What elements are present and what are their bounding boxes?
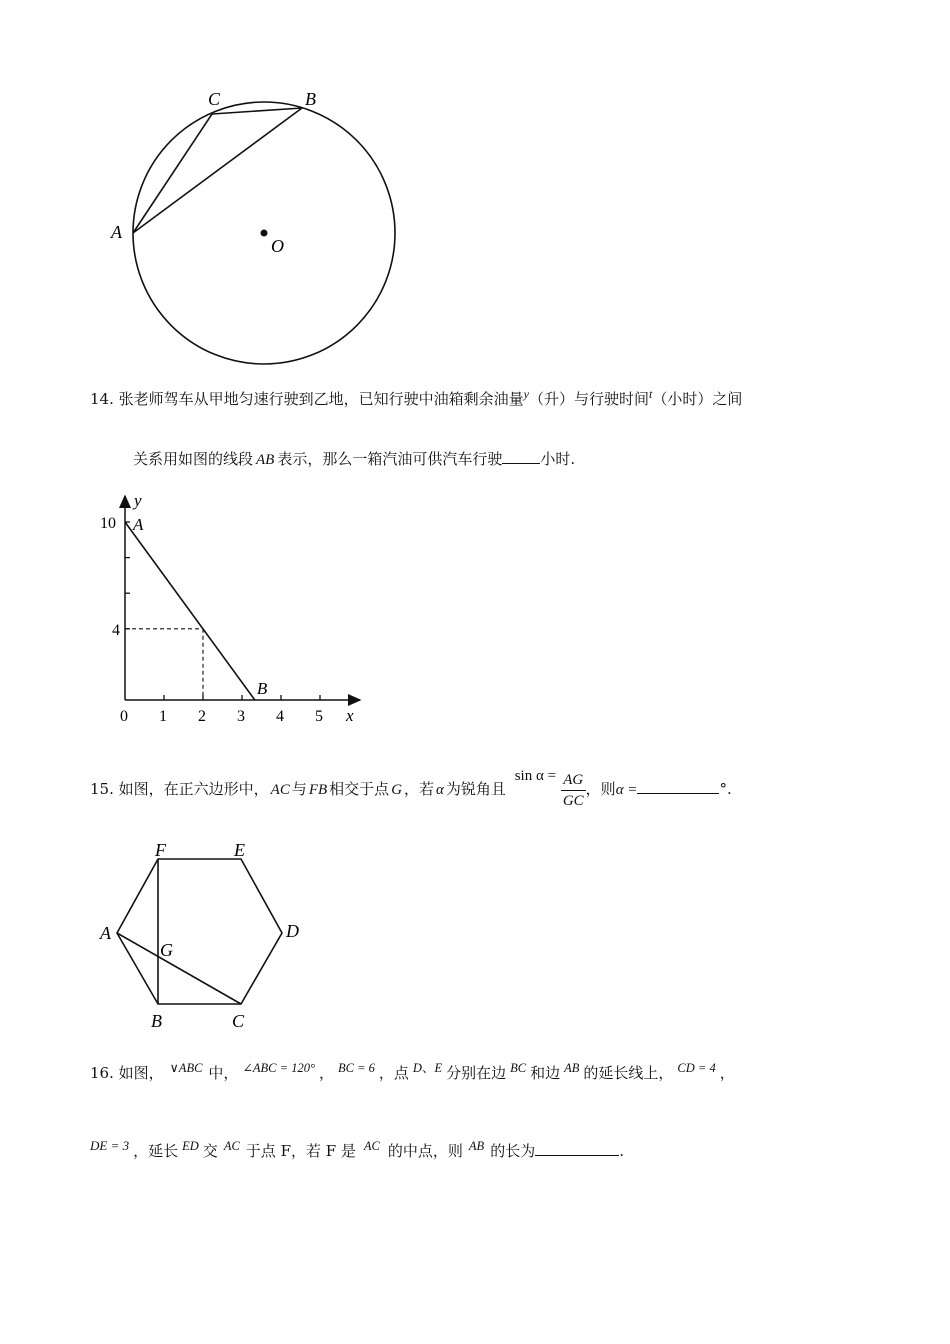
q15-line [90,754,732,812]
q16-text-9: ，延长 [133,1142,179,1160]
q16-ed: ED [182,1139,199,1153]
hexagon [117,859,282,1004]
x-tick-label-0: 0 [120,708,128,725]
q16-text-8: ， [719,1064,735,1082]
q16-text-5: 分别在边 [446,1064,507,1082]
label-e: E [234,840,245,860]
label-b: B [305,89,316,109]
q15-ac: AC [270,782,290,798]
q16-ab-2: AB [468,1139,485,1153]
q16-triangle: ∨ABC [169,1061,203,1075]
q16-e: E [434,1061,443,1075]
label-c: C [208,89,221,109]
q16-line2 [90,1136,624,1161]
y-tick-label-10: 10 [100,515,116,532]
x-tick-label-2: 2 [198,708,206,725]
q16-ac-2: AC [363,1139,380,1153]
q15-fb: FB [308,782,328,798]
label-d: D [286,921,299,941]
q16-ab: AB [564,1061,580,1075]
q15-fraction [561,770,586,811]
q14-text-5: 表示，那么一箱汽油可供汽车行驶 [277,450,503,468]
q14-text-6: 小时. [540,450,576,468]
chord-ab [133,108,302,233]
q15-sin: sin α = [514,768,557,784]
q15-numerator: AG [561,770,586,791]
label-a: A [111,222,122,242]
q16-text-1: 如图， [118,1064,164,1082]
x-tick-label-1: 1 [159,708,167,725]
fuel-chart [90,488,380,728]
q16-de-3: DE = 3 [90,1138,130,1153]
q14-line1 [90,384,742,409]
label-g: G [160,940,173,960]
segment-ab [125,522,255,700]
q16-text-11: 于点 F，若 F 是 [245,1142,356,1160]
q15-number: 15. [90,780,114,798]
q16-cd-4: CD = 4 [677,1061,716,1075]
q14-text-1: 张老师驾车从甲地匀速行驶到乙地，已知行驶中油箱剩余油量 [118,390,524,408]
x-tick-label-3: 3 [237,708,245,725]
q16-number: 16. [90,1064,114,1082]
q14-text-3: （小时）之间 [652,390,743,408]
x-axis-label: x [346,706,354,725]
q16-text-3: ， [318,1064,334,1082]
q16-text-2: 中， [208,1064,239,1082]
q16-text-4: ，点 [378,1064,409,1082]
point-label-a: A [133,515,144,534]
q15-text-5: 为锐角且 [445,780,506,798]
q16-angle: ∠ABC = 120° [242,1061,315,1075]
q14-seg-ab: AB [256,452,275,468]
q14-number: 14. [90,390,114,408]
q16-d: D [412,1061,422,1075]
label-c: C [232,1011,245,1031]
hexagon-figure [95,836,315,1036]
label-a: A [100,923,111,943]
q15-text-6: ，则 [585,780,616,798]
x-tick-label-5: 5 [315,708,323,725]
q15-text-7: °. [719,780,732,798]
q15-alpha-eq: α = [615,782,638,798]
circle-figure [100,85,410,375]
q14-text-2: （升）与行驶时间 [528,390,649,408]
q15-text-2: 与 [291,780,307,798]
q16-text-14: . [619,1142,624,1160]
point-label-b: B [256,679,268,698]
chord-cb [212,108,302,114]
label-o: O [271,236,284,256]
q16-text-10: 交 [202,1142,218,1160]
chord-ac [133,114,212,233]
q14-line2 [133,449,575,470]
q15-denominator: GC [562,792,584,809]
segment-ac [117,933,241,1004]
label-f: F [155,840,166,860]
q15-answer-blank[interactable] [637,779,719,794]
q15-g: G [391,782,403,798]
q16-bc: BC [510,1061,527,1075]
q15-text-4: ，若 [404,780,435,798]
q16-ac: AC [223,1139,240,1153]
y-axis-label: y [134,491,142,510]
q16-line1 [90,1058,735,1083]
q16-sep: 、 [421,1060,435,1075]
y-tick-label-4: 4 [112,621,120,639]
q16-text-12: 的中点，则 [387,1142,463,1160]
q16-bc-6: BC = 6 [337,1061,375,1075]
q14-answer-blank[interactable] [502,449,540,464]
x-tick-label-4: 4 [276,708,284,725]
q14-text-4: 关系用如图的线段 [133,450,254,468]
center-point [261,230,268,237]
q14-var-t: t [649,387,653,401]
q16-text-6: 和边 [530,1064,561,1082]
q15-text-1: 如图，在正六边形中， [118,780,269,798]
label-b: B [151,1011,162,1031]
q16-text-13: 的长为 [490,1142,536,1160]
q15-alpha: α [436,782,444,798]
q14-var-y: y [523,387,529,401]
q15-text-3: 相交于点 [329,780,390,798]
q16-text-7: 的延长线上， [583,1064,674,1082]
q16-answer-blank[interactable] [535,1141,619,1156]
